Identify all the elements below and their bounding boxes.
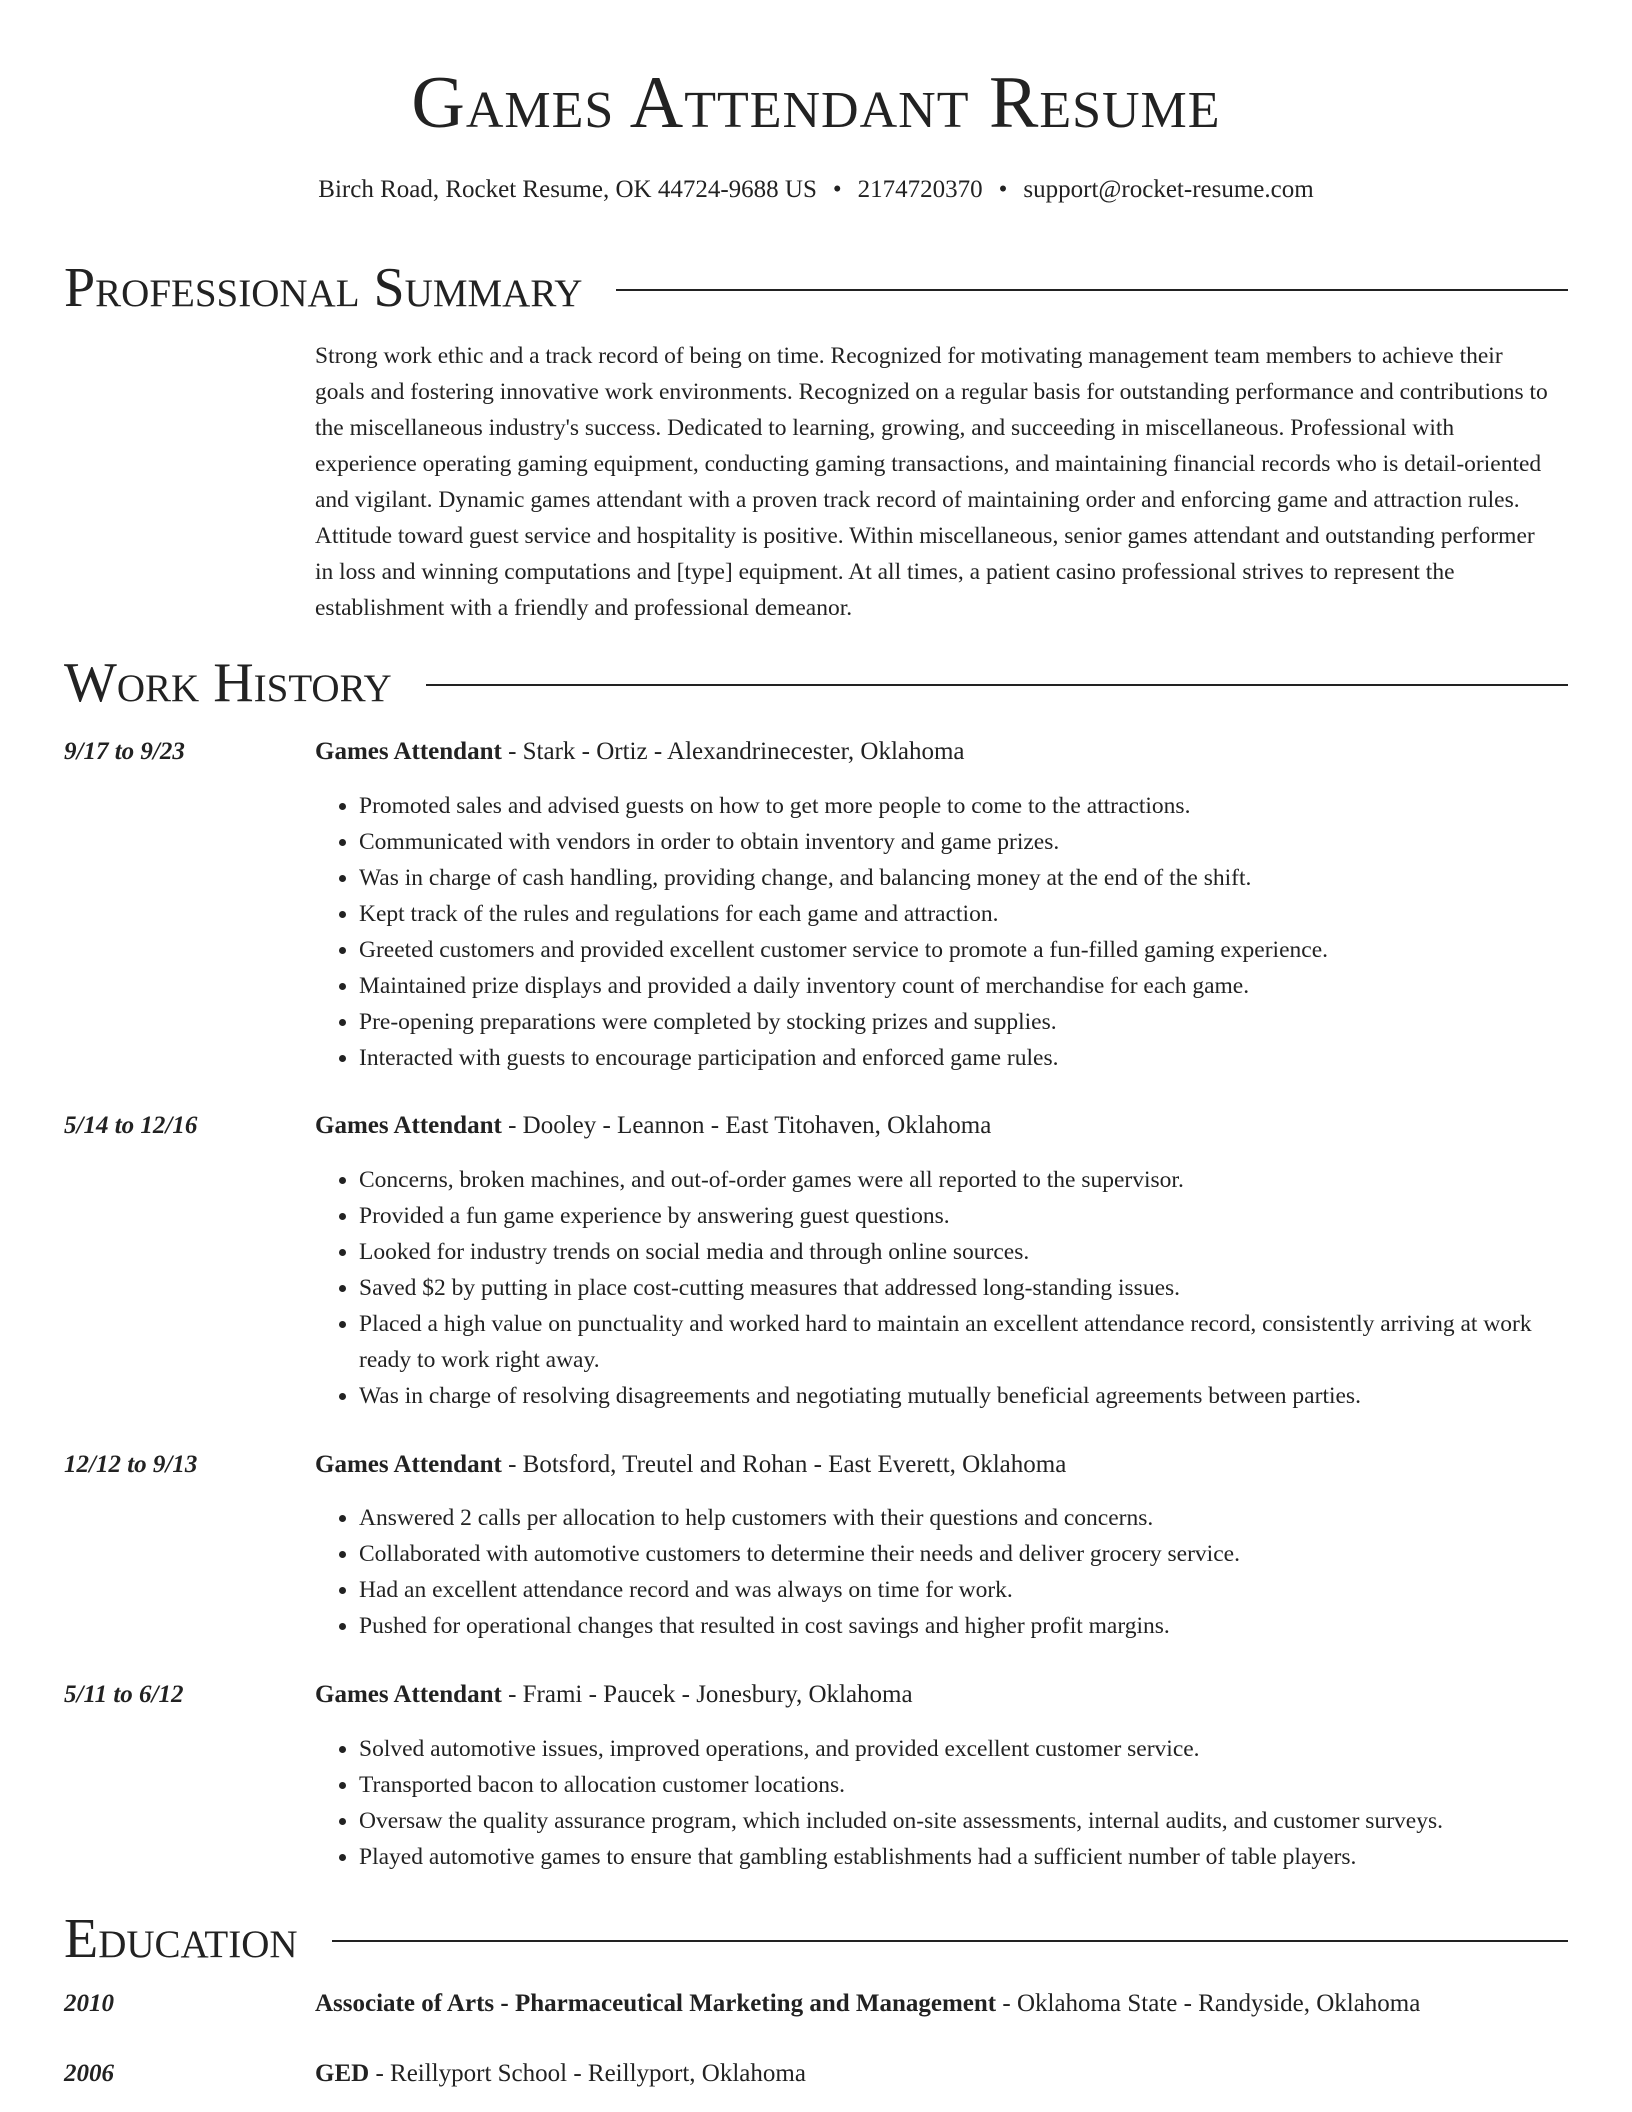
job-dates: 5/11 to 6/12 [64, 1681, 184, 1708]
contact-email: support@rocket-resume.com [1023, 176, 1314, 203]
list-item: • Pushed for operational changes that resulted in cost savings and higher profit margins. [359, 1608, 1555, 1644]
education-school: - Reillyport School - Reillyport, Oklahoma [369, 2060, 806, 2087]
list-item: • Kept track of the rules and regulations for each game and attraction. [359, 896, 1555, 932]
summary-section-header [64, 255, 1568, 321]
contact-separator: • [998, 176, 1008, 203]
list-item: • Collaborated with automotive customers to determine their needs and deliver grocery service. [359, 1536, 1555, 1572]
job-bullet-list [315, 788, 1555, 1076]
section-divider [616, 289, 1568, 291]
job-title: Games Attendant [315, 1112, 502, 1139]
education-year: 2006 [64, 2060, 114, 2087]
list-item: • Was in charge of resolving disagreements and negotiating mutually beneficial agreements between parties. [359, 1378, 1555, 1414]
section-divider [332, 1940, 1568, 1942]
job-dates: 9/17 to 9/23 [64, 738, 185, 765]
job-bullet-list [315, 1731, 1555, 1875]
list-item: • Was in charge of cash handling, providing change, and balancing money at the end of the shift. [359, 860, 1555, 896]
job-employer: - Botsford, Treutel and Rohan - East Everett, Oklahoma [501, 1451, 1067, 1478]
work-section-header [64, 650, 1568, 716]
education-line [315, 2056, 1550, 2092]
education-line [315, 1986, 1550, 2022]
list-item: • Communicated with vendors in order to obtain inventory and game prizes. [359, 824, 1555, 860]
job-employer: - Stark - Ortiz - Alexandrinecester, Oklahoma [501, 738, 965, 765]
education-degree: Associate of Arts - Pharmaceutical Marketing and Management [315, 1990, 997, 2017]
job-title-line [315, 1108, 1550, 1144]
list-item: • Placed a high value on punctuality and worked hard to maintain an excellent attendance record, consistently arriving at work ready to work right away. [359, 1306, 1555, 1378]
job-title-line [315, 734, 1550, 770]
list-item: • Oversaw the quality assurance program, which included on-site assessments, internal audits, and customer surveys. [359, 1803, 1555, 1839]
list-item: • Played automotive games to ensure that gambling establishments had a sufficient number of table players. [359, 1839, 1555, 1875]
list-item: • Answered 2 calls per allocation to help customers with their questions and concerns. [359, 1500, 1555, 1536]
job-title: Games Attendant [315, 1681, 502, 1708]
job-title-line [315, 1447, 1550, 1483]
education-degree: GED [315, 2060, 370, 2087]
contact-phone: 2174720370 [857, 176, 983, 203]
job-bullet-list [315, 1162, 1555, 1414]
contact-line [0, 172, 1632, 208]
list-item: • Saved $2 by putting in place cost-cutting measures that addressed long-standing issues. [359, 1270, 1555, 1306]
education-heading: Education [64, 1908, 298, 1970]
list-item: • Concerns, broken machines, and out-of-order games were all reported to the supervisor. [359, 1162, 1555, 1198]
job-title: Games Attendant [315, 738, 502, 765]
list-item: • Interacted with guests to encourage participation and enforced game rules. [359, 1040, 1555, 1076]
list-item: • Looked for industry trends on social media and through online sources. [359, 1234, 1555, 1270]
education-school: - Oklahoma State - Randyside, Oklahoma [996, 1990, 1421, 2017]
job-employer: - Dooley - Leannon - East Titohaven, Oklahoma [501, 1112, 992, 1139]
job-title: Games Attendant [315, 1451, 502, 1478]
list-item: • Promoted sales and advised guests on how to get more people to come to the attractions. [359, 788, 1555, 824]
list-item: • Pre-opening preparations were completed by stocking prizes and supplies. [359, 1004, 1555, 1040]
work-heading: Work History [64, 652, 392, 714]
job-dates: 12/12 to 9/13 [64, 1451, 198, 1478]
list-item: • Greeted customers and provided excellent customer service to promote a fun-filled gaming experience. [359, 932, 1555, 968]
contact-address: Birch Road, Rocket Resume, OK 44724-9688 US [318, 176, 817, 203]
job-title-line [315, 1677, 1550, 1713]
education-year: 2010 [64, 1990, 114, 2017]
job-dates: 5/14 to 12/16 [64, 1112, 198, 1139]
job-bullet-list [315, 1500, 1555, 1644]
page-title: Games Attendant Resume [411, 62, 1221, 144]
job-employer: - Frami - Paucek - Jonesbury, Oklahoma [501, 1681, 913, 1708]
summary-heading: Professional Summary [64, 257, 583, 319]
section-divider [426, 684, 1568, 686]
education-section-header [64, 1906, 1568, 1972]
list-item: • Transported bacon to allocation customer locations. [359, 1767, 1555, 1803]
summary-text: Strong work ethic and a track record of being on time. Recognized for motivating management team members to achieve their goals and fostering innovative work environments. Recognized on a regular basis for outstanding performance and contributions to the miscellaneous industry's success. Dedicated to learning, growing, and succeeding in miscellaneous. Professional with experience operating gaming equipment, conducting gaming transactions, and maintaining financial records who is detail-oriented and vigilant. Dynamic games attendant with a proven track record of maintaining order and enforcing game and attraction rules. Attitude toward guest service and hospitality is positive. Within miscellaneous, senior games attendant and outstanding performer in loss and winning computations and [type] equipment. At all times, a patient casino professional strives to represent the establishment with a friendly and professional demeanor. [315, 343, 1548, 621]
list-item: • Had an excellent attendance record and was always on time for work. [359, 1572, 1555, 1608]
list-item: • Provided a fun game experience by answering guest questions. [359, 1198, 1555, 1234]
list-item: • Maintained prize displays and provided a daily inventory count of merchandise for each game. [359, 968, 1555, 1004]
list-item: • Solved automotive issues, improved operations, and provided excellent customer service. [359, 1731, 1555, 1767]
contact-separator: • [832, 176, 842, 203]
